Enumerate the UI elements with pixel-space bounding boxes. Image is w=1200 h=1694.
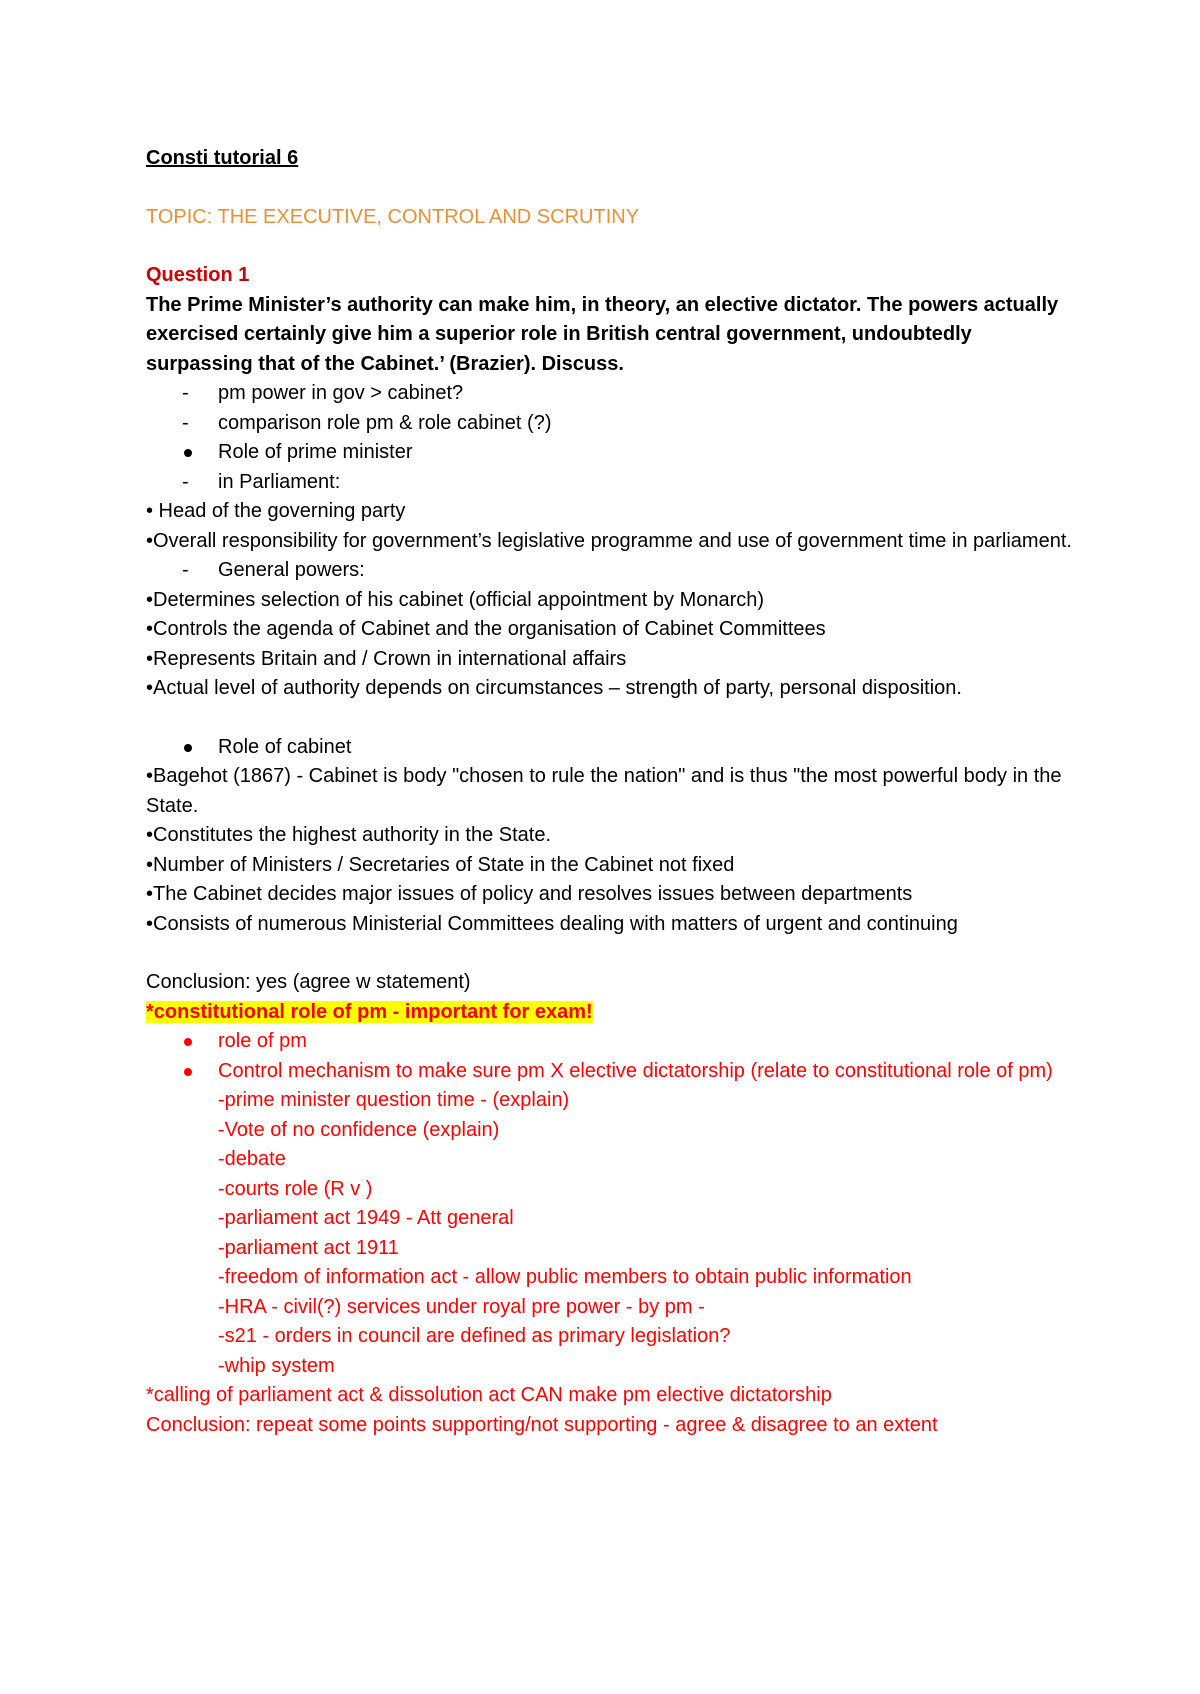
dash-marker: - <box>182 411 189 434</box>
point-line: •Consists of numerous Ministerial Committees dealing with matters of urgent and continuing <box>146 912 958 935</box>
point-line: •Controls the agenda of Cabinet and the organisation of Cabinet Committees <box>146 618 826 640</box>
spacer <box>146 704 1076 733</box>
bullet-dot-icon <box>184 449 192 457</box>
bullet-dot-icon <box>184 1038 192 1046</box>
point-line: •Represents Britain and / Crown in international affairs <box>146 647 627 670</box>
point-line: •Determines selection of his cabinet (official appointment by Monarch) <box>146 588 765 611</box>
bullet-text: Role of cabinet <box>218 735 352 758</box>
mechanism-line: -freedom of information act - allow public members to obtain public information <box>218 1266 912 1288</box>
point-line: •The Cabinet decides major issues of policy and resolves issues between departments <box>146 883 913 905</box>
point-line: • Head of the governing party <box>146 500 406 522</box>
question-text: The Prime Minister’s authority can make him, in theory, an elective dictator. The powers actually exercised certainly give him a superior role in British central government, undoubtedly surpassing that of the Cabinet.’ (Brazier). Discuss. <box>146 293 1059 375</box>
mechanism-line: -Vote of no confidence (explain) <box>218 1118 500 1141</box>
calling-note: *calling of parliament act & dissolution act CAN make pm elective dictatorship <box>146 1384 832 1406</box>
mechanism-line: -prime minister question time - (explain) <box>218 1089 570 1111</box>
red-bullet-item <box>146 1027 1076 1057</box>
point-line: •Overall responsibility for government’s legislative programme and use of government time in parliament. <box>146 529 1072 552</box>
mechanism-line: -s21 - orders in council are defined as primary legislation? <box>218 1325 731 1347</box>
topic-heading: TOPIC: THE EXECUTIVE, CONTROL AND SCRUTINY <box>146 205 640 228</box>
point-line: •Number of Ministers / Secretaries of State in the Cabinet not fixed <box>146 853 735 876</box>
dash-marker: - <box>182 382 189 404</box>
red-bullet-item <box>146 1057 1076 1087</box>
dash-marker: - <box>182 559 189 581</box>
dash-text: pm power in gov > cabinet? <box>218 382 464 404</box>
dash-item <box>146 379 1076 409</box>
conclusion-line: Conclusion: yes (agree w statement) <box>146 971 471 993</box>
dash-text: in Parliament: <box>218 470 341 493</box>
mechanism-line: -parliament act 1911 <box>218 1236 399 1259</box>
mechanism-line: -parliament act 1949 - Att general <box>218 1207 514 1229</box>
mechanism-line: -whip system <box>218 1354 335 1377</box>
bullet-dot-icon <box>184 1068 192 1076</box>
bullet-text: role of pm <box>218 1030 307 1052</box>
dash-item <box>146 556 1076 586</box>
conclusion-line: Conclusion: repeat some points supporting/not supporting - agree & disagree to an extent <box>146 1413 938 1436</box>
point-line: •Actual level of authority depends on circumstances – strength of party, personal disposition. <box>146 677 962 699</box>
point-line: •Bagehot (1867) - Cabinet is body "chosen to rule the nation" and is thus "the most powerful body in the State. <box>146 765 1062 817</box>
question-label: Question 1 <box>146 264 250 286</box>
mechanism-line: -HRA - civil(?) services under royal pre power - by pm - <box>218 1295 705 1318</box>
bullet-text: Role of prime minister <box>218 441 413 463</box>
dash-marker: - <box>182 470 189 493</box>
bullet-item <box>146 438 1076 468</box>
mechanism-line: -courts role (R v ) <box>218 1177 373 1200</box>
mechanism-line: -debate <box>218 1148 286 1170</box>
bullet-text: Control mechanism to make sure pm X elective dictatorship (relate to constitutional role of pm) <box>218 1059 1053 1082</box>
document-body <box>146 144 1076 1440</box>
doc-title: Consti tutorial 6 <box>146 147 299 169</box>
point-line: •Constitutes the highest authority in the State. <box>146 824 552 846</box>
bullet-item <box>146 733 1076 763</box>
dash-text: General powers: <box>218 559 365 581</box>
dash-item <box>146 409 1076 439</box>
dash-item <box>146 468 1076 498</box>
important-note: *constitutional role of pm - important for exam! <box>146 1000 593 1023</box>
bullet-dot-icon <box>184 744 192 752</box>
spacer <box>146 939 1076 968</box>
dash-text: comparison role pm & role cabinet (?) <box>218 411 552 434</box>
